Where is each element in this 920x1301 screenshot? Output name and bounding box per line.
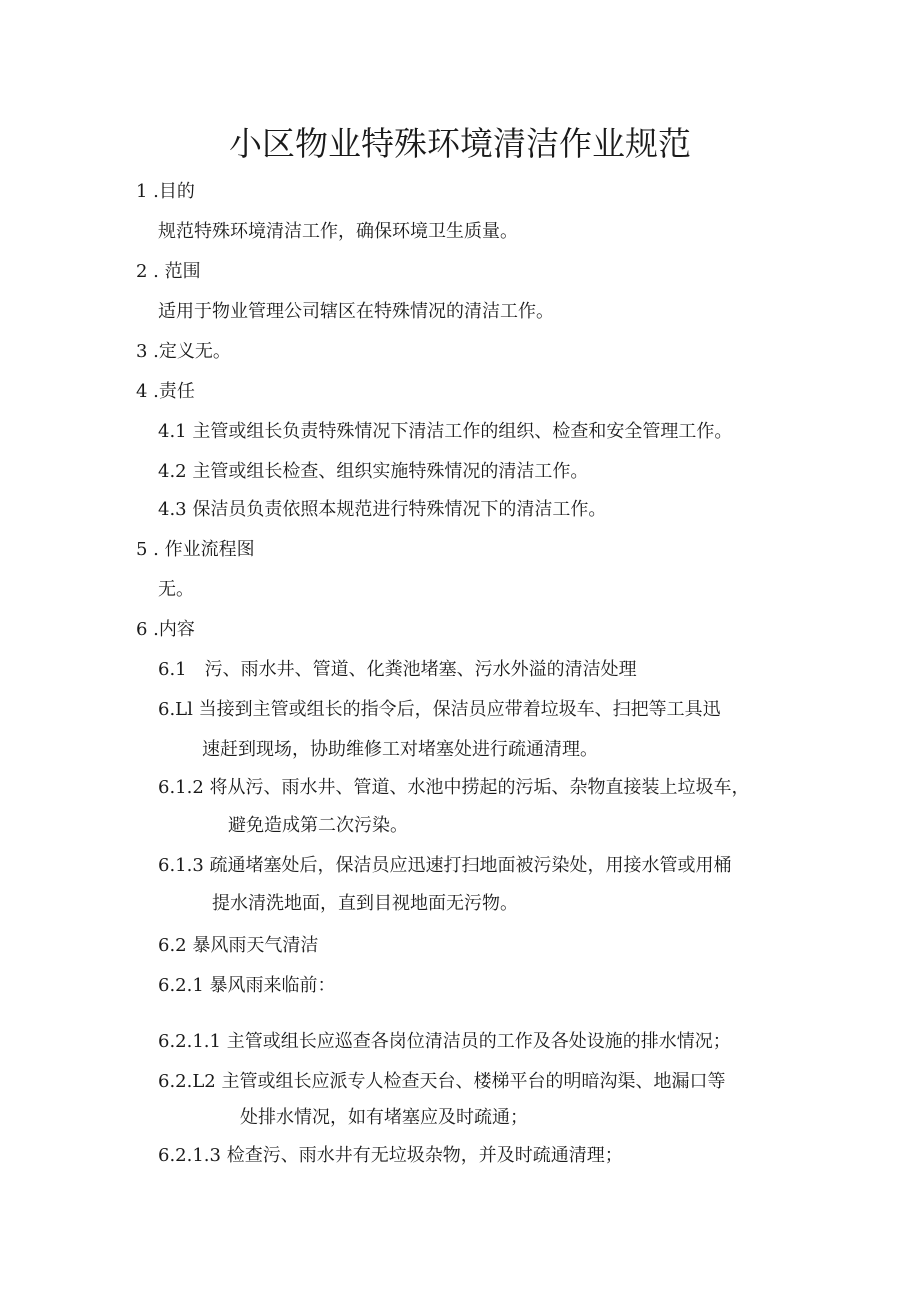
section-6-2-1-2-cont: 处排水情况，如有堵塞应及时疏通； — [240, 1107, 528, 1128]
section-4-3: 4.3 保洁员负责依照本规范进行特殊情况下的清洁工作。 — [158, 499, 607, 520]
section-6-2: 6.2 暴风雨天气清洁 — [158, 935, 319, 956]
section-6-1-3: 6.1.3 疏通堵塞处后，保洁员应迅速打扫地面被污染处，用接水管或用桶 — [158, 855, 732, 876]
section-6-2-1-1: 6.2.1.1 主管或组长应巡查各岗位清洁员的工作及各处设施的排水情况； — [158, 1031, 731, 1052]
section-1-body: 规范特殊环境清洁工作，确保环境卫生质量。 — [158, 221, 518, 242]
section-4-heading: 4 .责任 — [136, 381, 195, 402]
section-6-2-1: 6.2.1 暴风雨来临前： — [158, 975, 336, 996]
section-5-body: 无。 — [158, 579, 194, 600]
section-4-1: 4.1 主管或组长负责特殊情况下清洁工作的组织、检查和安全管理工作。 — [158, 421, 733, 442]
section-6-1-2-cont: 避免造成第二次污染。 — [228, 815, 408, 836]
section-6-1-2: 6.1.2 将从污、雨水井、管道、水池中捞起的污垢、杂物直接装上垃圾车， — [158, 777, 750, 798]
section-6-1: 6.1 污、雨水井、管道、化粪池堵塞、污水外溢的清洁处理 — [158, 659, 637, 680]
document-title: 小区物业特殊环境清洁作业规范 — [229, 124, 691, 163]
section-6-1-1: 6.Ll 当接到主管或组长的指令后，保洁员应带着垃圾车、扫把等工具迅 — [158, 699, 721, 720]
section-2-heading: 2 . 范围 — [136, 261, 201, 282]
section-6-1-3-cont: 提水清洗地面，直到目视地面无污物。 — [212, 893, 518, 914]
section-6-2-1-2: 6.2.L2 主管或组长应派专人检查天台、楼梯平台的明暗沟渠、地漏口等 — [158, 1071, 726, 1092]
section-6-1-1-cont: 速赶到现场，协助维修工对堵塞处进行疏通清理。 — [202, 739, 598, 760]
section-4-2: 4.2 主管或组长检查、组织实施特殊情况的清洁工作。 — [158, 461, 589, 482]
section-2-body: 适用于物业管理公司辖区在特殊情况的清洁工作。 — [158, 301, 554, 322]
section-6-2-1-3: 6.2.1.3 检查污、雨水井有无垃圾杂物，并及时疏通清理； — [158, 1145, 623, 1166]
section-5-heading: 5 . 作业流程图 — [136, 539, 255, 560]
section-6-heading: 6 .内容 — [136, 619, 195, 640]
section-1-heading: 1 .目的 — [136, 181, 195, 202]
section-3-heading: 3 .定义无。 — [136, 341, 231, 362]
